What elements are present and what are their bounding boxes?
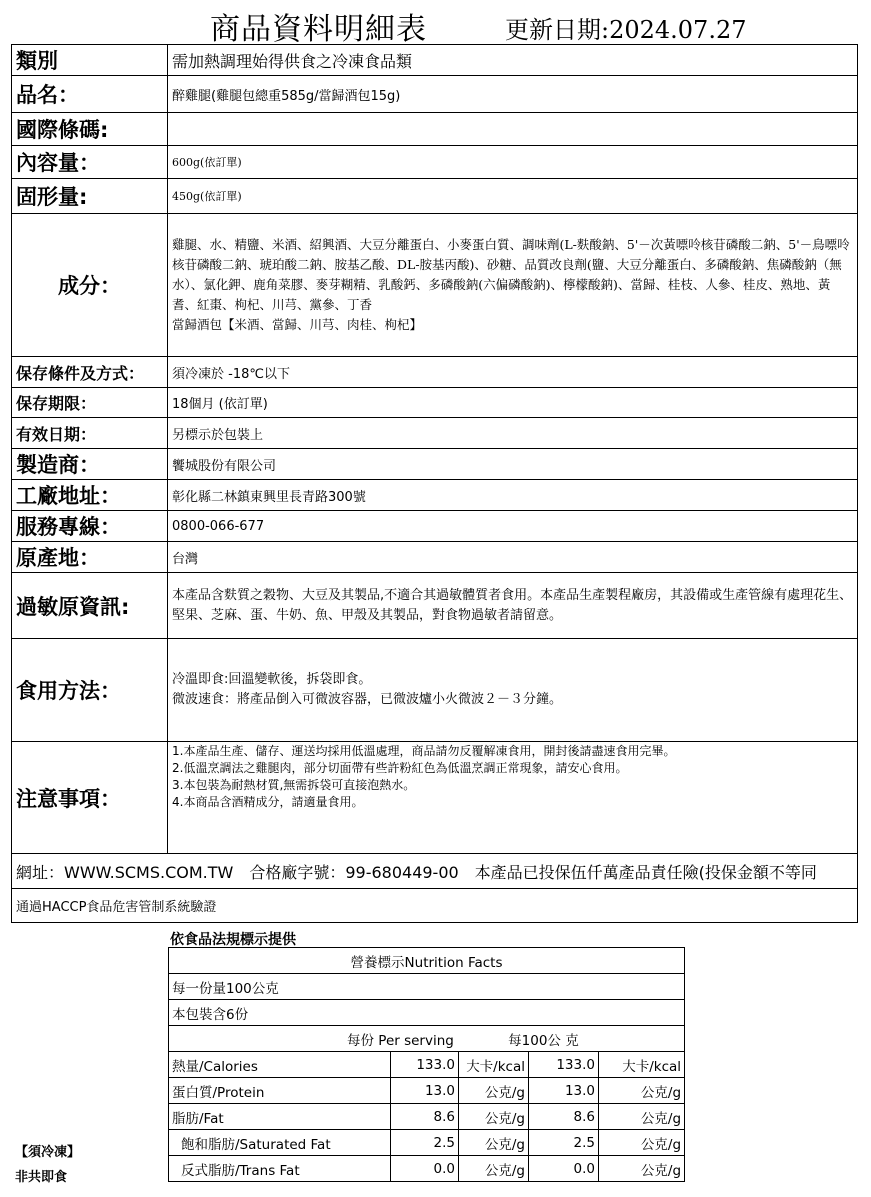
ingredients-text: 雞腿、水、精鹽、米酒、紹興酒、大豆分離蛋白、小麥蛋白質、調味劑(L-麩酸鈉、5'－次黃嘌呤核苷磷酸二鈉、5'－鳥嘌呤核苷磷酸二鈉、琥珀酸二鈉、胺基乙酸、DL-胺基丙酸)、砂糖、品質改良劑(鹽、大豆分離蛋白、多磷酸鈉、焦磷酸鈉（無水）、氯化鉀、鹿角菜膠、麥芽糊精、乳酸鈣、多磷酸鈉(六偏磷酸鈉)、檸檬酸鈉)、當歸、桂枝、人參、桂皮、熟地、黃耆、紅棗、枸杞、川芎、黨參、丁香 [172,237,850,312]
nutrient-unit-serving: 公克/g [459,1078,529,1104]
nutrition-caption: 依食品法規標示提供 [170,932,296,948]
label-allergen: 過敏原資訊: [12,573,168,639]
nutrition-row [169,1104,685,1130]
nutrient-value-serving: 133.0 [391,1052,459,1078]
row-allergen [12,573,858,639]
not-ready-to-eat-notice: 非共即食 [15,1170,68,1185]
nutrient-value-100g: 8.6 [529,1104,599,1130]
row-website [12,854,858,889]
row-usage [12,639,858,742]
nutrition-title-row [169,948,685,974]
row-haccp [12,889,858,923]
value-storage-condition: 須冷凍於 -18℃以下 [168,357,858,388]
nutrient-unit-100g: 公克/g [599,1104,685,1130]
row-ingredients [12,214,858,357]
value-notes [168,742,858,854]
value-product-name: 醉雞腿(雞腿包總重585g/當歸酒包15g) [168,76,858,113]
label-usage: 食用方法： [12,639,168,742]
label-storage-condition: 保存條件及方式： [12,357,168,388]
frozen-notice: 【須冷凍】 [15,1145,81,1160]
note-item: 3.本包裝為耐熱材質,無需拆袋可直接泡熱水。 [172,778,416,792]
nutrient-name: 蛋白質/Protein [169,1078,391,1104]
wine-pack-ingredients: 當歸酒包【米酒、當歸、川芎、肉桂、枸杞】 [172,317,423,332]
row-product-name [12,76,858,113]
nutrient-unit-serving: 公克/g [459,1156,529,1182]
nutrient-name: 熱量/Calories [169,1052,391,1078]
label-service-line: 服務專線： [12,511,168,542]
row-service-line [12,511,858,542]
nutrition-row [169,1130,685,1156]
nutrient-unit-100g: 公克/g [599,1130,685,1156]
nutrition-title: 營養標示Nutrition Facts [169,948,685,974]
label-manufacturer: 製造商： [12,449,168,480]
label-category: 類別 [12,45,168,76]
row-solid-content [12,179,858,214]
nutrient-value-serving: 2.5 [391,1130,459,1156]
nutrient-unit-serving: 公克/g [459,1104,529,1130]
nutrient-name: 脂肪/Fat [169,1104,391,1130]
nutrient-value-100g: 133.0 [529,1052,599,1078]
note-item: 4.本商品含酒精成分，請適量食用。 [172,795,364,809]
value-service-line: 0800-066-677 [168,511,858,542]
nutrient-value-100g: 2.5 [529,1130,599,1156]
document-title: 商品資料明細表 [210,12,427,47]
per-serving-header: 每份 Per serving [347,1032,454,1049]
nutrition-servings-row [169,1000,685,1026]
nutrition-row [169,1052,685,1078]
value-allergen: 本產品含麩質之穀物、大豆及其製品,不適合其過敏體質者食用。本產品生產製程廠房，其設備或生產管線有處理花生、堅果、芝麻、蛋、牛奶、魚、甲殼及其製品，對食物過敏者請留意。 [168,573,858,639]
value-net-content: 600g(依訂單) [168,146,858,179]
nutrient-name: 反式脂肪/Trans Fat [169,1156,391,1182]
label-solid-content: 固形量: [12,179,168,214]
website-line: 網址：WWW.SCMS.COM.TW 合格廠字號：99-680449-00 本產品已投保伍仟萬產品責任險(投保金額不等同 [12,854,858,889]
value-factory-address: 彰化縣二林鎮東興里長青路300號 [168,480,858,511]
nutrient-unit-100g: 公克/g [599,1156,685,1182]
nutrient-name: 飽和脂肪/Saturated Fat [169,1130,391,1156]
nutrient-unit-serving: 公克/g [459,1130,529,1156]
nutrient-unit-serving: 大卡/kcal [459,1052,529,1078]
label-expiry: 有效日期： [12,418,168,449]
row-barcode [12,113,858,146]
note-item: 2.低溫烹調法之雞腿肉，部分切面帶有些許粉紅色為低溫烹調正常現象，請安心食用。 [172,761,628,775]
nutrient-value-100g: 0.0 [529,1156,599,1182]
serving-size: 每一份量100公克 [169,974,685,1000]
value-manufacturer: 饗城股份有限公司 [168,449,858,480]
servings-per-pack: 本包裝含6份 [169,1000,685,1026]
per-100g-header: 每100公 克 [508,1032,579,1049]
row-net-content [12,146,858,179]
usage-microwave: 微波速食：將產品倒入可微波容器，已微波爐小火微波２－３分鐘。 [172,692,563,707]
value-barcode [168,113,858,146]
value-shelf-life: 18個月 (依訂單) [168,388,858,418]
label-net-content: 內容量： [12,146,168,179]
nutrient-value-serving: 13.0 [391,1078,459,1104]
document-header [0,4,871,47]
value-category: 需加熱調理始得供食之冷凍食品類 [168,45,858,76]
row-expiry [12,418,858,449]
row-category [12,45,858,76]
value-solid-content: 450g(依訂單) [168,179,858,214]
label-notes: 注意事項： [12,742,168,854]
value-usage [168,639,858,742]
nutrition-row [169,1078,685,1104]
nutrition-serving-size-row [169,974,685,1000]
label-barcode: 國際條碼: [12,113,168,146]
haccp-line: 通過HACCP食品危害管制系統驗證 [12,889,858,923]
label-shelf-life: 保存期限： [12,388,168,418]
nutrient-value-100g: 13.0 [529,1078,599,1104]
value-expiry: 另標示於包裝上 [168,418,858,449]
label-factory-address: 工廠地址： [12,480,168,511]
nutrient-value-serving: 8.6 [391,1104,459,1130]
nutrient-value-serving: 0.0 [391,1156,459,1182]
label-ingredients: 成分： [12,214,168,357]
row-factory-address [12,480,858,511]
label-origin: 原產地： [12,542,168,573]
product-info-table [11,44,858,923]
note-item: 1.本產品生產、儲存、運送均採用低溫處理，商品請勿反覆解凍食用，開封後請盡速食用完畢。 [172,744,676,758]
nutrition-column-header-row [169,1026,685,1052]
label-product-name: 品名： [12,76,168,113]
update-date: 更新日期:2024.07.27 [505,16,747,44]
nutrition-facts-table [168,947,685,1182]
row-notes [12,742,858,854]
row-origin [12,542,858,573]
nutrition-column-headers [169,1026,685,1052]
row-shelf-life [12,388,858,418]
row-storage-condition [12,357,858,388]
nutrient-unit-100g: 公克/g [599,1078,685,1104]
usage-cold: 冷溫即食:回溫變軟後，拆袋即食。 [172,672,372,687]
value-ingredients [168,214,858,357]
nutrition-row [169,1156,685,1182]
value-origin: 台灣 [168,542,858,573]
row-manufacturer [12,449,858,480]
nutrient-unit-100g: 大卡/kcal [599,1052,685,1078]
